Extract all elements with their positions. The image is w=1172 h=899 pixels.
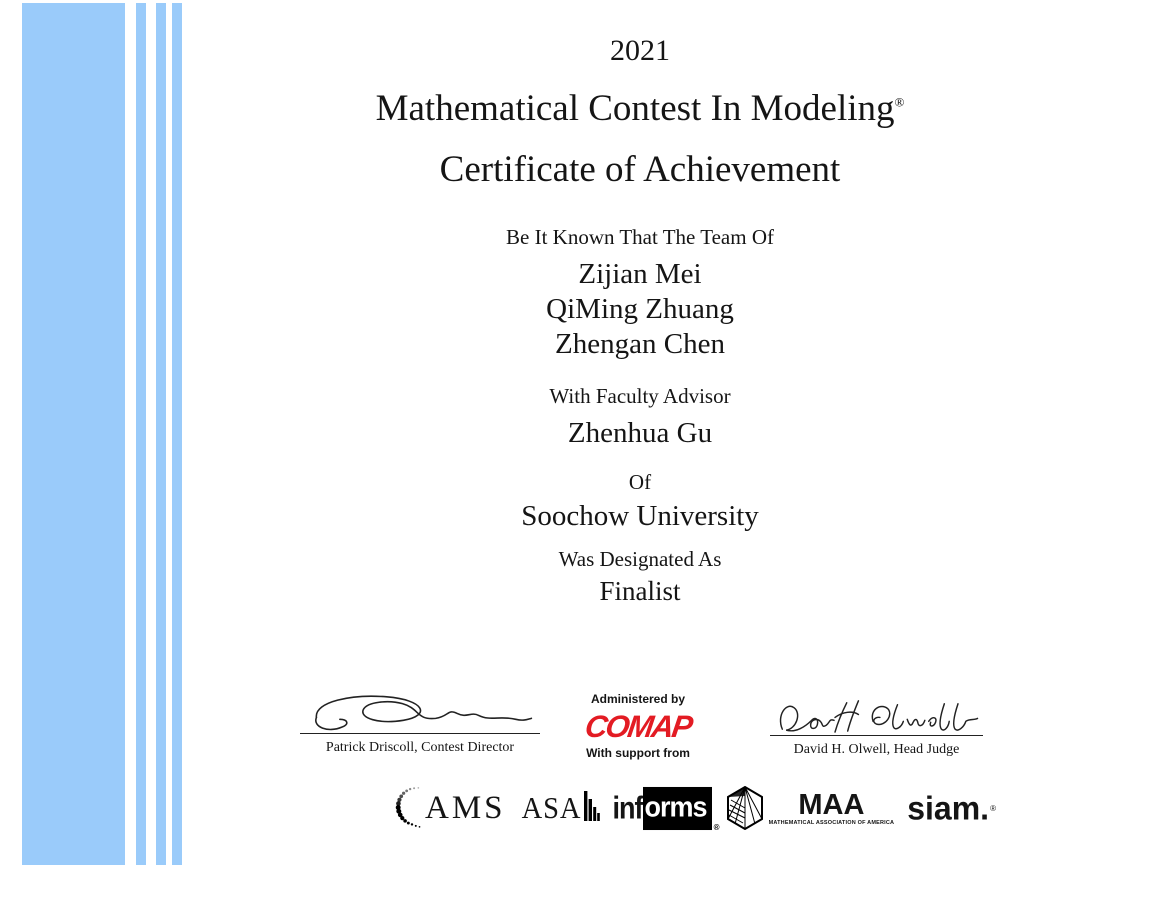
informs-logo xyxy=(612,788,720,832)
maa-text-column xyxy=(769,790,895,826)
head-judge-signature-block xyxy=(770,694,983,759)
informs-registered-mark: ® xyxy=(713,822,720,832)
team-member-name: QiMing Zhuang xyxy=(546,293,734,325)
left-accent-bar-thick xyxy=(22,3,125,865)
contest-title xyxy=(190,86,1090,132)
informs-logo-text-box: orms xyxy=(643,786,712,829)
with-support-from-label: With support from xyxy=(586,746,690,760)
asa-logo-text: ASA xyxy=(521,790,581,825)
contest-director-caption: Patrick Driscoll, Contest Director xyxy=(325,740,515,755)
team-member-name: Zijian Mei xyxy=(578,258,702,290)
comap-block xyxy=(578,692,698,760)
informs-logo-text-prefix: inf xyxy=(612,790,643,825)
advisor-intro-line: With Faculty Advisor xyxy=(549,384,731,408)
designation-award: Finalist xyxy=(599,576,681,606)
certificate-body xyxy=(190,0,1090,608)
asa-logo xyxy=(519,790,600,826)
ams-dots-icon xyxy=(392,784,423,832)
maa-icosahedron-icon xyxy=(725,786,765,830)
advisor-name: Zhenhua Gu xyxy=(567,417,713,449)
ams-logo-text: AMS xyxy=(425,789,506,826)
comap-logo: COMAP xyxy=(582,709,694,744)
left-accent-bar-thin-3 xyxy=(172,3,182,865)
contest-director-signature-block xyxy=(300,690,540,757)
siam-logo xyxy=(907,790,996,827)
maa-logo xyxy=(725,786,895,830)
contest-year: 2021 xyxy=(610,34,670,67)
certificate-subtitle: Certificate of Achievement xyxy=(439,149,841,190)
institution-name: Soochow University xyxy=(521,500,759,532)
team-member-name: Zhengan Chen xyxy=(555,328,725,360)
left-accent-bar-thin-1 xyxy=(136,3,146,865)
team-intro-line: Be It Known That The Team Of xyxy=(506,225,774,249)
head-judge-caption: David H. Olwell, Head Judge xyxy=(793,742,960,757)
sponsor-logos-row xyxy=(392,779,996,837)
contest-title-text: Mathematical Contest In Modeling xyxy=(375,88,895,129)
maa-tagline: MATHEMATICAL ASSOCIATION OF AMERICA xyxy=(768,820,895,826)
registered-trademark-symbol: ® xyxy=(894,94,905,110)
siam-logo-text: siam. xyxy=(907,788,990,827)
patrick-driscoll-signature-icon xyxy=(300,690,540,734)
maa-logo-text: MAA xyxy=(798,789,865,821)
asa-bars-icon xyxy=(584,791,600,825)
of-label: Of xyxy=(628,470,652,494)
ams-logo xyxy=(392,784,506,832)
david-olwell-signature-icon xyxy=(770,694,983,736)
administered-by-label: Administered by xyxy=(590,692,686,706)
siam-registered-mark: ® xyxy=(990,803,996,813)
left-accent-bar-thin-2 xyxy=(156,3,166,865)
designation-intro-line: Was Designated As xyxy=(558,547,722,571)
